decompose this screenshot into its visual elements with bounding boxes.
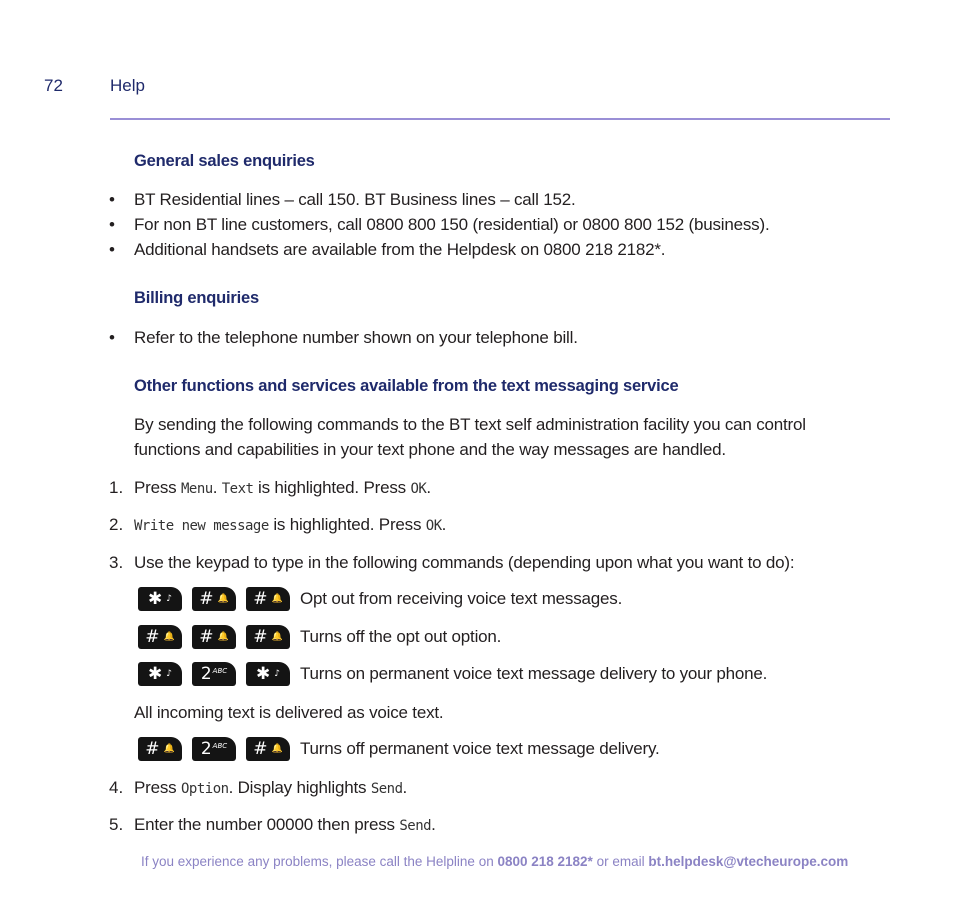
step-1-number: 1. [109,478,124,497]
command-row-voice-on [138,661,767,687]
general-sales-bullet-3: Additional handsets are available from the Helpdesk on 0800 218 2182*. [134,240,666,259]
lcd-option: Option [180,781,229,797]
helpdesk-email[interactable]: bt.helpdesk@vtecheurope.com [648,854,849,869]
step-2-number: 2. [109,515,124,534]
general-sales-bullet-1: BT Residential lines – call 150. BT Business lines – call 152. [134,190,576,209]
helpline-phone: 0800 218 2182* [497,854,593,869]
intro-line-2: functions and capabilities in your text phone and the way messages are handled. [134,440,726,459]
step-4-number: 4. [109,778,124,797]
step-3-text: Use the keypad to type in the following commands (depending upon what you want to do): [134,553,795,572]
step-2-text: Write new message is highlighted. Press OK. [134,515,447,534]
command-description: Opt out from receiving voice text messages. [300,589,623,608]
lcd-ok: OK [425,518,442,534]
step-5-text: Enter the number 00000 then press Send. [134,815,436,834]
lcd-send: Send [370,781,403,797]
step-1-text: Press Menu. Text is highlighted. Press OK. [134,478,431,497]
hash-key-icon: # 🔔 [192,625,236,649]
hash-key-icon: # 🔔 [138,737,182,761]
command-row-opt-out-off [138,624,501,650]
lcd-ok: OK [410,481,427,497]
step-3-number: 3. [109,553,124,572]
other-functions-heading: Other functions and services available from the text messaging service [134,377,679,395]
bullet-marker: • [109,240,115,259]
lcd-write-new-message: Write new message [134,518,269,534]
general-sales-bullet-2: For non BT line customers, call 0800 800 150 (residential) or 0800 800 152 (business). [134,215,770,234]
command-description: Turns on permanent voice text message delivery to your phone. [300,664,768,683]
command-description: Turns off permanent voice text message delivery. [300,739,660,758]
hash-key-icon: # 🔔 [192,587,236,611]
hash-key-icon: # 🔔 [246,737,290,761]
bullet-marker: • [109,190,115,209]
command-row-voice-off [138,736,660,762]
hash-key-icon: # 🔔 [246,587,290,611]
star-key-icon: ✱ ♪ [138,587,182,611]
hash-key-icon: # 🔔 [138,625,182,649]
page-number: 72 [44,76,63,95]
lcd-send: Send [399,818,432,834]
command-row-opt-out [138,586,622,612]
hash-key-icon: # 🔔 [246,625,290,649]
helpline-footer: If you experience any problems, please call the Helpline on 0800 218 2182* or email bt.helpdesk@vtecheurope.com [141,854,849,869]
section-title: Help [110,76,145,95]
step-4-text: Press Option. Display highlights Send. [134,778,408,797]
step-5-number: 5. [109,815,124,834]
billing-heading: Billing enquiries [134,289,259,307]
star-key-icon: ✱ ♪ [246,662,290,686]
billing-bullet-1: Refer to the telephone number shown on your telephone bill. [134,328,578,347]
voice-text-note: All incoming text is delivered as voice text. [134,703,444,722]
two-key-icon: 2 ABC [192,662,236,686]
two-key-icon: 2 ABC [192,737,236,761]
lcd-text: Text [221,481,254,497]
lcd-menu: Menu [180,481,213,497]
bullet-marker: • [109,215,115,234]
bullet-marker: • [109,328,115,347]
command-description: Turns off the opt out option. [300,627,502,646]
header-divider [110,118,890,120]
intro-line-1: By sending the following commands to the BT text self administration facility you can control [134,415,806,434]
general-sales-heading: General sales enquiries [134,152,315,170]
star-key-icon: ✱ ♪ [138,662,182,686]
